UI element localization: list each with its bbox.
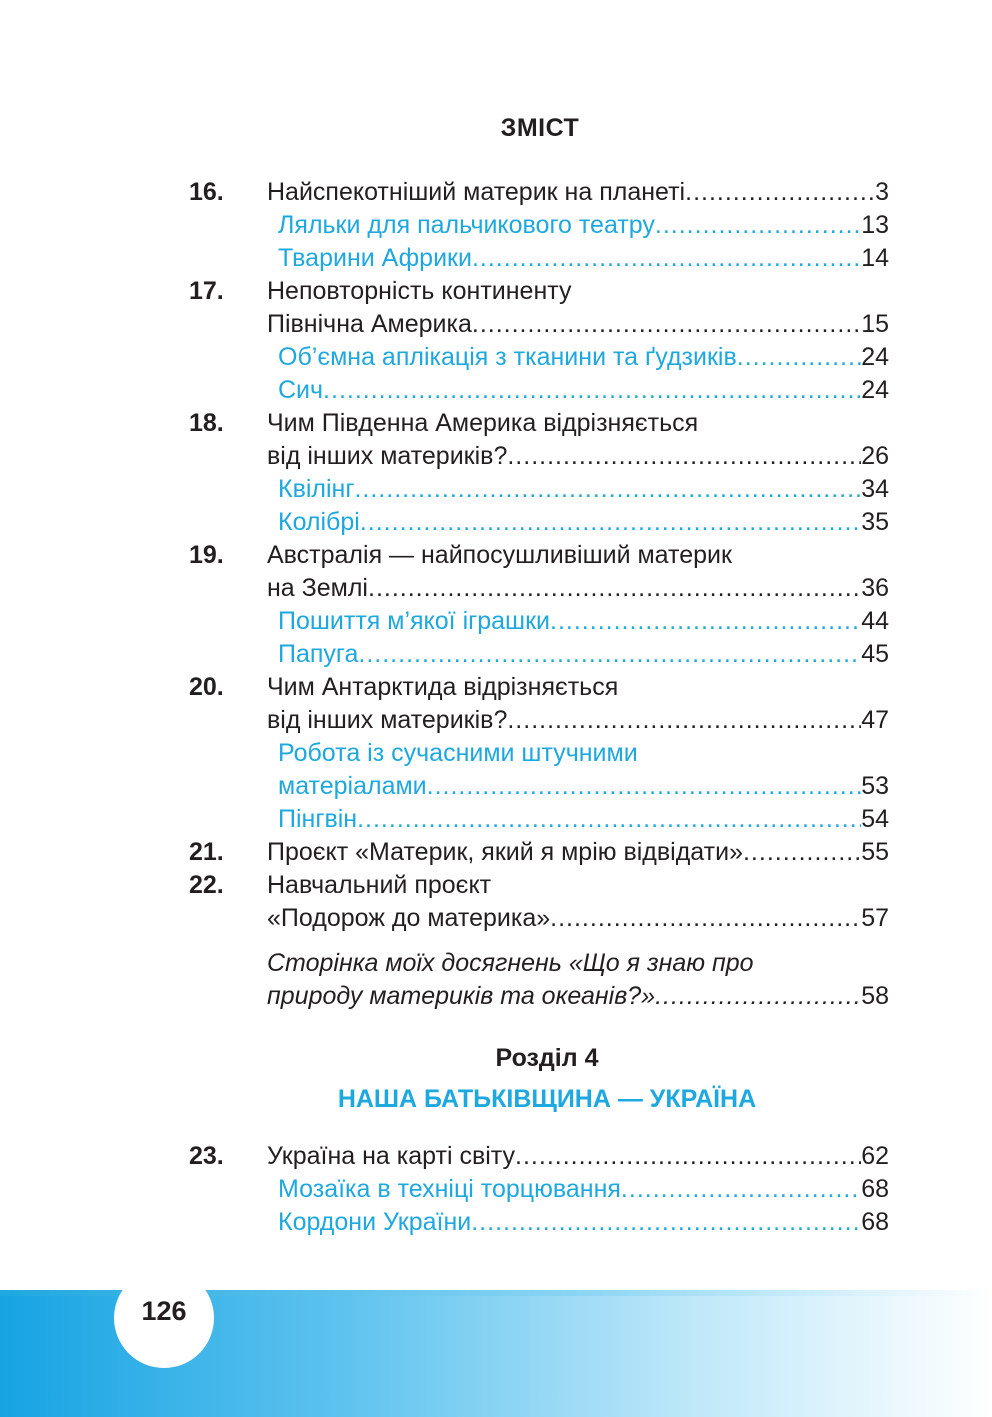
toc-entry xyxy=(189,176,889,209)
toc-line xyxy=(267,836,889,869)
toc-entry xyxy=(189,1173,889,1206)
toc-entry xyxy=(189,1206,889,1239)
toc-entry-title: Папуга xyxy=(278,640,359,668)
toc-entry-title: «Подорож до материка» xyxy=(267,904,551,932)
toc-entry-title: Тварини Африки xyxy=(278,244,472,272)
toc-entry xyxy=(189,374,889,407)
page-number: 126 xyxy=(141,1296,187,1326)
toc-entry-title: Проєкт «Материк, який я мрію відвідати» xyxy=(267,838,743,866)
dot-leader xyxy=(471,1206,861,1239)
toc-line xyxy=(267,902,889,935)
toc-line xyxy=(267,947,889,980)
toc-entry xyxy=(189,980,889,1013)
toc-entry-title: Кордони України xyxy=(278,1208,472,1236)
dot-leader xyxy=(507,440,861,473)
toc-entry xyxy=(189,473,889,506)
toc-entry-title: Колібрі xyxy=(278,508,360,536)
dot-leader xyxy=(472,308,861,341)
table-of-contents-section-4 xyxy=(189,1140,889,1239)
dot-leader xyxy=(354,473,861,506)
toc-line xyxy=(278,605,889,638)
dot-leader xyxy=(743,836,861,869)
toc-page-number: 3 xyxy=(875,178,889,206)
dot-leader xyxy=(737,341,861,374)
toc-entry xyxy=(189,671,889,704)
toc-entry-title: Австралія — найпосушливіший материк xyxy=(267,541,732,569)
toc-page-number: 45 xyxy=(861,640,889,668)
toc-entry-title: Неповторність континенту xyxy=(267,277,572,305)
toc-entry xyxy=(189,506,889,539)
toc-entry xyxy=(189,704,889,737)
toc-entry xyxy=(189,440,889,473)
dot-leader xyxy=(550,902,861,935)
toc-entry xyxy=(189,869,889,902)
toc-page-number: 24 xyxy=(861,343,889,371)
toc-page-number: 54 xyxy=(861,805,889,833)
toc-page-number: 44 xyxy=(861,607,889,635)
toc-line xyxy=(278,209,889,242)
toc-entry xyxy=(189,902,889,935)
dot-leader xyxy=(427,770,862,803)
toc-line xyxy=(278,341,889,374)
toc-entry xyxy=(189,803,889,836)
dot-leader xyxy=(357,803,861,836)
toc-entry-title: Сич xyxy=(278,376,324,404)
toc-line xyxy=(278,1173,889,1206)
toc-entry-title: Пошиття м’якої іграшки xyxy=(278,607,551,635)
toc-entry xyxy=(189,242,889,275)
toc-entry-title: Навчальний проєкт xyxy=(267,871,492,899)
toc-entry xyxy=(189,737,889,770)
toc-line xyxy=(267,440,889,473)
toc-entry xyxy=(189,638,889,671)
toc-line xyxy=(278,242,889,275)
page-title: ЗМІСТ xyxy=(500,114,580,142)
lesson-number: 16. xyxy=(189,178,224,206)
dot-leader xyxy=(685,176,875,209)
toc-entry-title: на Землі xyxy=(267,574,368,602)
toc-line xyxy=(278,770,889,803)
toc-entry xyxy=(189,836,889,869)
toc-entry-title: Чим Південна Америка відрізняється xyxy=(267,409,699,437)
toc-line xyxy=(267,671,889,704)
toc-line xyxy=(278,1206,889,1239)
toc-line xyxy=(278,374,889,407)
toc-entry xyxy=(189,275,889,308)
table-of-contents xyxy=(189,176,889,1013)
toc-entry-title: від інших материків? xyxy=(267,442,508,470)
toc-page-number: 35 xyxy=(861,508,889,536)
toc-entry-title: Мозаїка в техніці торцювання xyxy=(278,1175,621,1203)
toc-page-number: 68 xyxy=(861,1208,889,1236)
toc-line xyxy=(278,803,889,836)
toc-line xyxy=(267,572,889,605)
dot-leader xyxy=(323,374,861,407)
section-label: Розділ 4 xyxy=(495,1044,599,1072)
toc-entry-title: Сторінка моїх досягнень «Що я знаю про xyxy=(267,949,754,977)
lesson-number: 22. xyxy=(189,871,224,899)
toc-line xyxy=(278,638,889,671)
dot-leader xyxy=(472,242,861,275)
toc-entry-title: Ляльки для пальчикового театру xyxy=(278,211,655,239)
toc-entry-title: Найспекотніший материк на планеті xyxy=(267,178,686,206)
toc-page-number: 14 xyxy=(861,244,889,272)
lesson-number: 20. xyxy=(189,673,224,701)
toc-line xyxy=(267,275,889,308)
toc-entry xyxy=(189,947,889,980)
toc-entry xyxy=(189,341,889,374)
toc-page-number: 53 xyxy=(861,772,889,800)
toc-page-number: 36 xyxy=(861,574,889,602)
toc-line xyxy=(278,737,889,770)
toc-entry-title: Об’ємна аплікація з тканини та ґудзиків xyxy=(278,343,737,371)
toc-line xyxy=(267,869,889,902)
toc-gap xyxy=(189,935,889,947)
toc-entry xyxy=(189,1140,889,1173)
dot-leader xyxy=(360,506,861,539)
lesson-number: 19. xyxy=(189,541,224,569)
dot-leader xyxy=(368,572,861,605)
toc-entry-title: матеріалами xyxy=(278,772,427,800)
dot-leader xyxy=(655,980,861,1013)
lesson-number: 21. xyxy=(189,838,224,866)
toc-line xyxy=(278,473,889,506)
toc-line xyxy=(267,980,889,1013)
toc-page-number: 47 xyxy=(861,706,889,734)
dot-leader xyxy=(655,209,861,242)
toc-entry xyxy=(189,209,889,242)
toc-page-number: 58 xyxy=(861,982,889,1010)
toc-entry xyxy=(189,539,889,572)
lesson-number: 23. xyxy=(189,1142,224,1170)
lesson-number: 18. xyxy=(189,409,224,437)
dot-leader xyxy=(550,605,861,638)
toc-page-number: 68 xyxy=(861,1175,889,1203)
dot-leader xyxy=(621,1173,861,1206)
dot-leader xyxy=(515,1140,861,1173)
toc-entry-title: Чим Антарктида відрізняється xyxy=(267,673,619,701)
toc-line xyxy=(278,506,889,539)
toc-line xyxy=(267,539,889,572)
toc-line xyxy=(267,407,889,440)
toc-entry-title: Квілінг xyxy=(278,475,355,503)
toc-entry-title: Робота із сучасними штучними xyxy=(278,739,638,767)
toc-page-number: 26 xyxy=(861,442,889,470)
dot-leader xyxy=(507,704,861,737)
toc-entry xyxy=(189,308,889,341)
toc-page-number: 57 xyxy=(861,904,889,932)
toc-page-number: 15 xyxy=(861,310,889,338)
lesson-number: 17. xyxy=(189,277,224,305)
toc-line xyxy=(267,308,889,341)
toc-entry-title: природу материків та океанів?» xyxy=(267,982,656,1010)
toc-line xyxy=(267,1140,889,1173)
toc-entry-title: від інших материків? xyxy=(267,706,508,734)
toc-entry xyxy=(189,605,889,638)
dot-leader xyxy=(358,638,861,671)
toc-page-number: 34 xyxy=(861,475,889,503)
toc-entry xyxy=(189,770,889,803)
toc-line xyxy=(267,704,889,737)
page-number-badge xyxy=(114,1268,214,1368)
toc-entry xyxy=(189,407,889,440)
toc-page-number: 24 xyxy=(861,376,889,404)
toc-entry-title: Пінгвін xyxy=(278,805,358,833)
toc-page-number: 55 xyxy=(861,838,889,866)
toc-entry-title: Північна Америка xyxy=(267,310,472,338)
toc-line xyxy=(267,176,889,209)
toc-entry-title: Україна на карті світу xyxy=(267,1142,516,1170)
toc-page-number: 62 xyxy=(861,1142,889,1170)
toc-entry xyxy=(189,572,889,605)
toc-page-number: 13 xyxy=(861,211,889,239)
section-name: НАША БАТЬКІВЩИНА — УКРАЇНА xyxy=(337,1085,757,1113)
